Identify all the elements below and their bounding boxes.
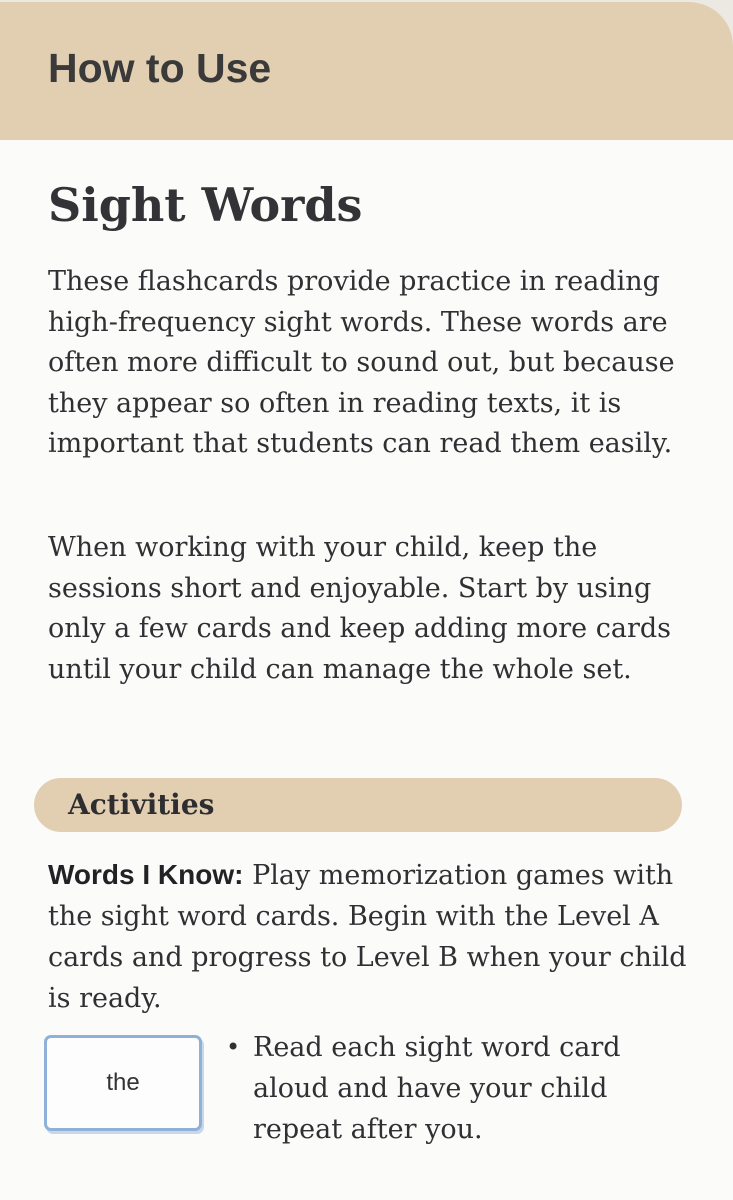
activity-description: Play memorization games with the sight word cards. Begin with the Level A cards and progress to Level B when your child is ready. [48, 860, 687, 1014]
intro-paragraph: These flashcards provide practice in reading high-frequency sight words. These words are often more difficult to sound out, but because they appear so often in reading texts, it is important that students can read them easily. [48, 266, 675, 459]
activity-name: Words I Know: [48, 859, 244, 890]
bullet-dot-icon: • [226, 1033, 241, 1061]
sample-word: the [106, 1069, 140, 1096]
sample-word-card [44, 1035, 202, 1131]
guidance-paragraph: When working with your child, keep the sessions short and enjoyable. Start by using only a few cards and keep adding more cards until your child can manage the whole set. [48, 532, 671, 685]
activities-banner [34, 778, 682, 832]
activity-words-i-know [48, 854, 698, 1019]
header-band [0, 2, 733, 140]
activities-label: Activities [68, 788, 215, 821]
instruction-card [0, 2, 733, 1200]
section-title: Sight Words [48, 178, 363, 232]
bullet-item: Read each sight word card aloud and have your child repeat after you. [253, 1032, 621, 1145]
header-title: How to Use [48, 45, 272, 91]
